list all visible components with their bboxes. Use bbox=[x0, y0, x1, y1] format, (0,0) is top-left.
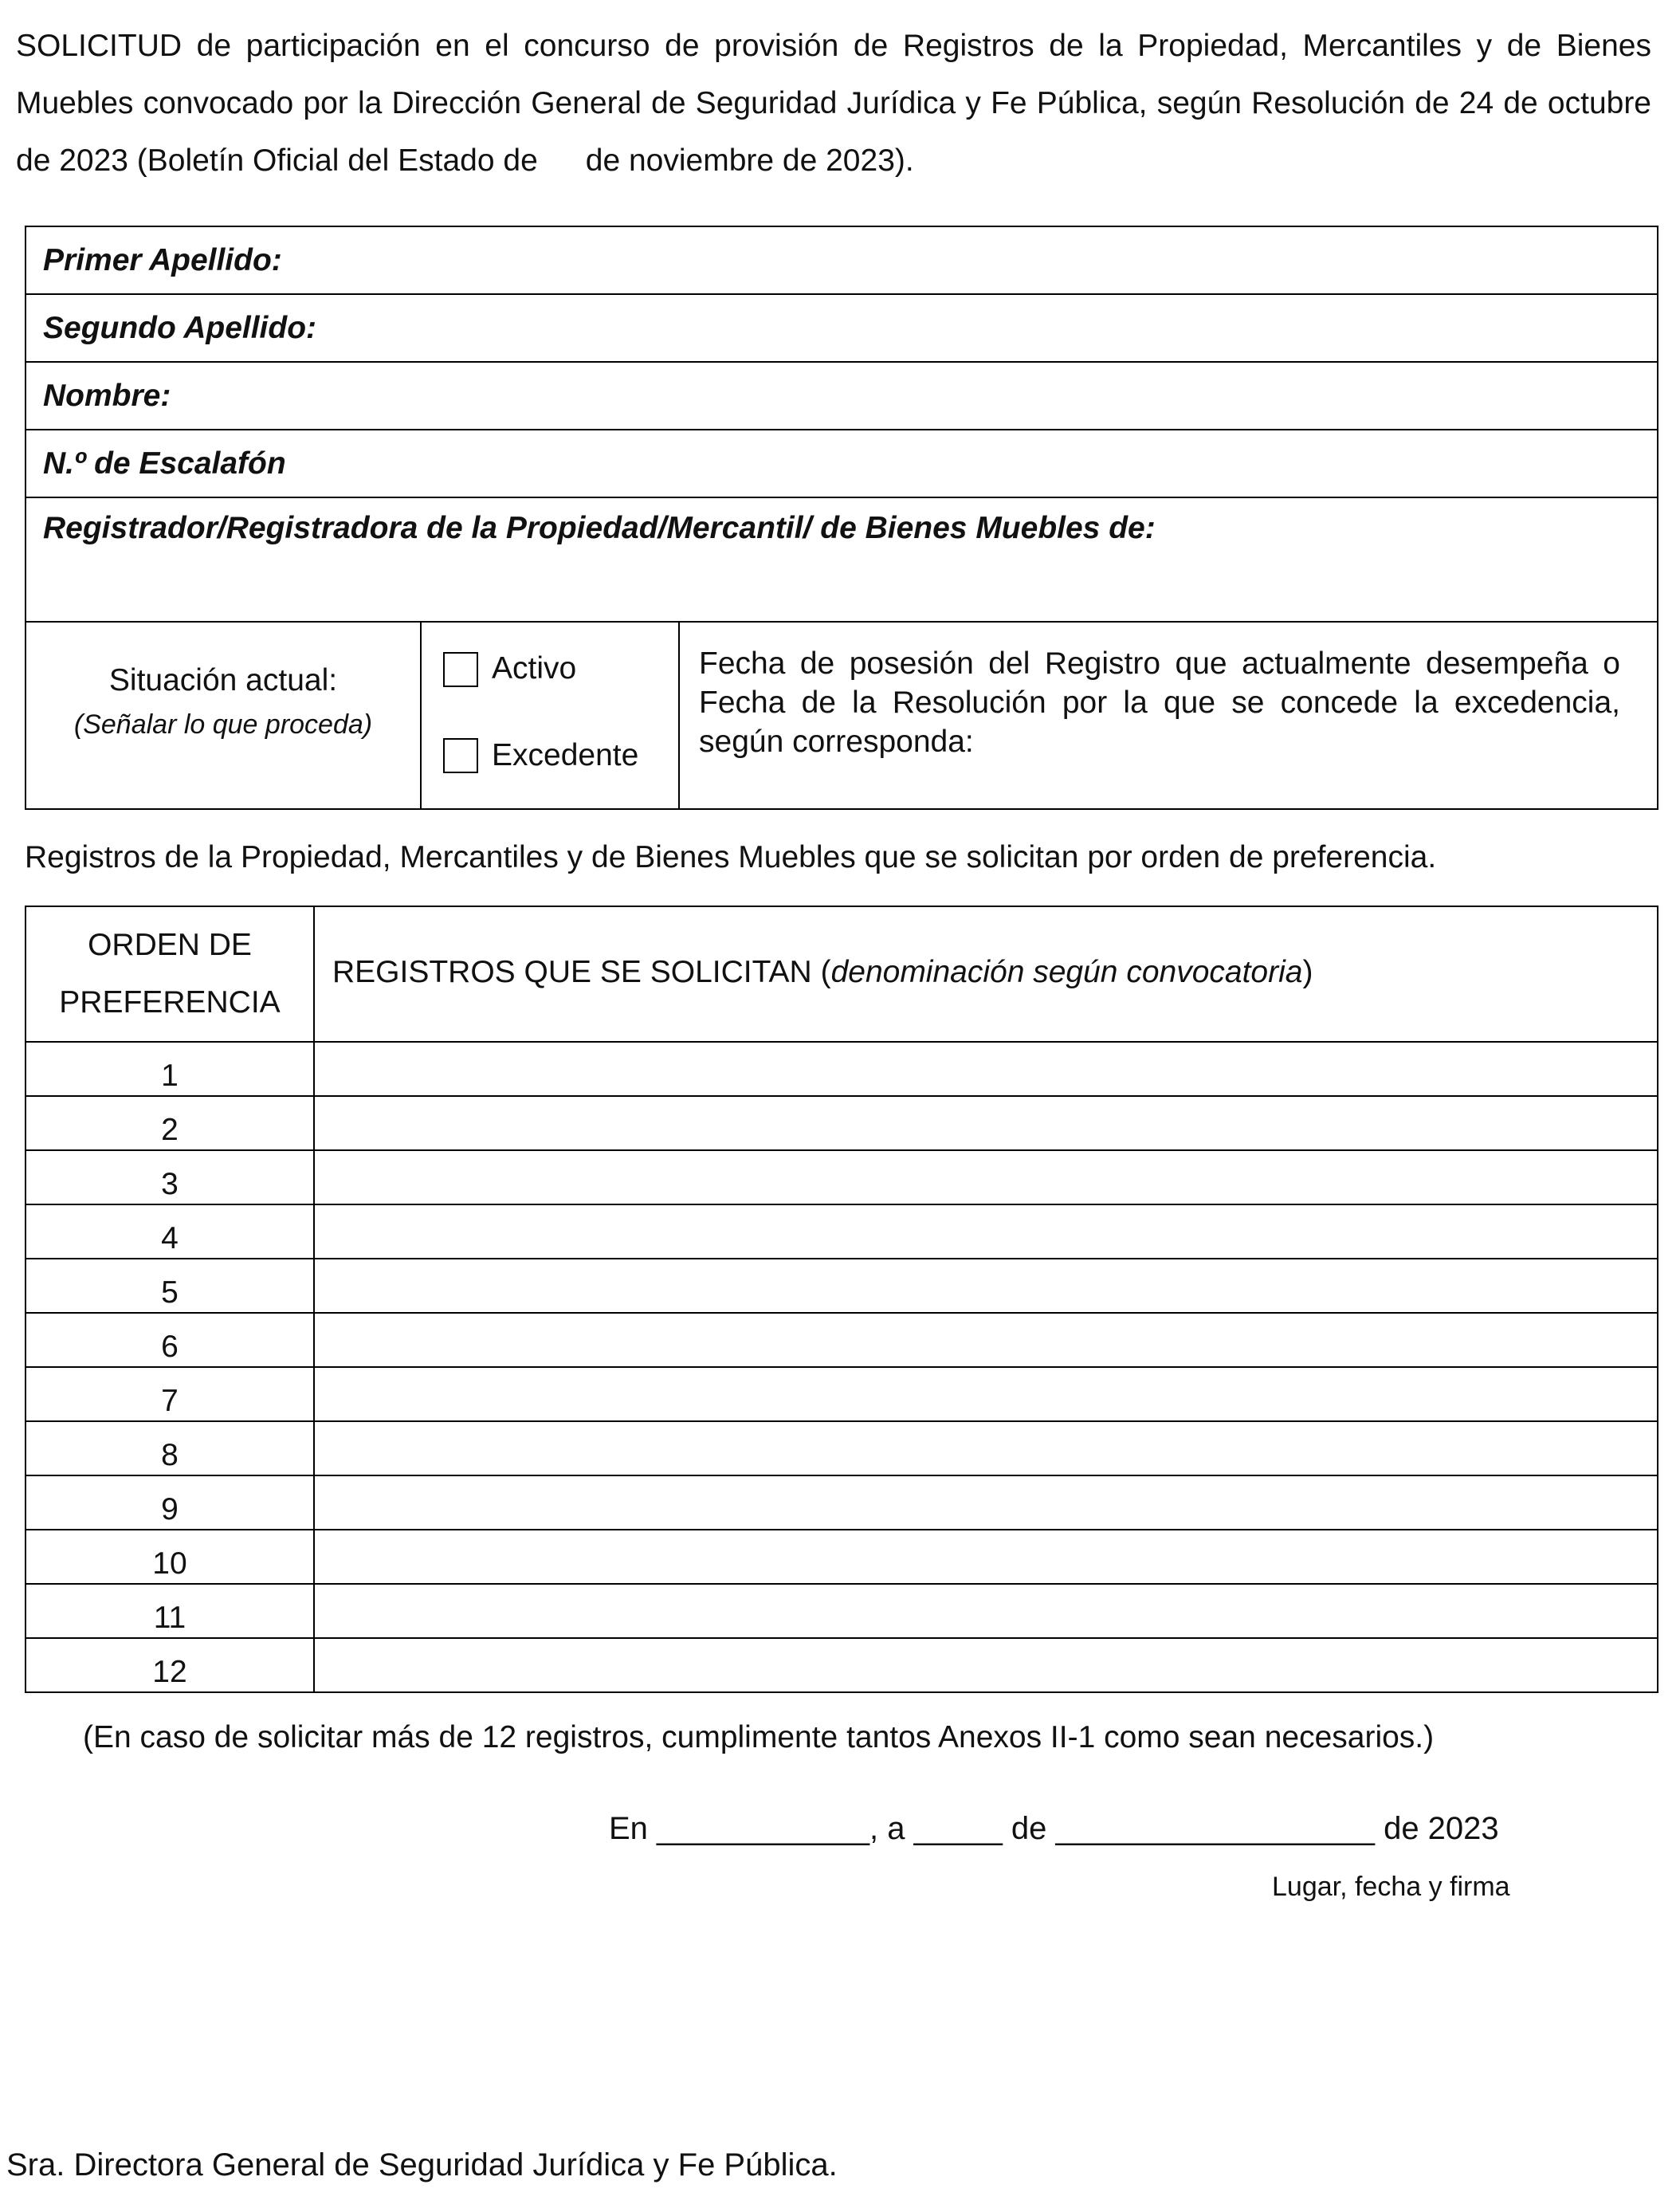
order-header-line2: PREFERENCIA bbox=[59, 985, 281, 1020]
preference-number: 12 bbox=[26, 1638, 314, 1692]
registro-input[interactable] bbox=[314, 1042, 1658, 1096]
preference-row bbox=[26, 1042, 1658, 1096]
registro-input[interactable] bbox=[314, 1367, 1658, 1421]
name-field[interactable]: Nombre: bbox=[26, 362, 1658, 430]
preference-number: 2 bbox=[26, 1096, 314, 1150]
preference-number: 7 bbox=[26, 1367, 314, 1421]
situation-options-cell bbox=[422, 622, 680, 808]
preference-number: 11 bbox=[26, 1584, 314, 1638]
situation-label-cell bbox=[26, 622, 422, 808]
preference-number: 1 bbox=[26, 1042, 314, 1096]
preferences-header-row bbox=[26, 906, 1658, 1042]
preference-row bbox=[26, 1638, 1658, 1692]
registro-input[interactable] bbox=[314, 1313, 1658, 1367]
registros-header-text: REGISTROS QUE SE SOLICITAN bbox=[332, 955, 821, 989]
preference-row bbox=[26, 1530, 1658, 1584]
registro-input[interactable] bbox=[314, 1259, 1658, 1313]
preferences-title: Registros de la Propiedad, Mercantiles y de Bienes Muebles que se solicitan por orden de preferencia. bbox=[25, 840, 1437, 874]
order-header-line1: ORDEN DE bbox=[88, 928, 252, 962]
personal-data-table bbox=[25, 226, 1658, 623]
order-column-header bbox=[26, 906, 314, 1042]
preferences-table bbox=[25, 906, 1658, 1693]
registro-input[interactable] bbox=[314, 1096, 1658, 1150]
active-label: Activo bbox=[492, 651, 577, 686]
excedente-label: Excedente bbox=[492, 738, 639, 772]
registros-header-note: denominación según convocatoria bbox=[830, 955, 1303, 989]
intro-paragraph bbox=[16, 18, 1651, 190]
preference-number: 8 bbox=[26, 1421, 314, 1475]
preference-row bbox=[26, 1150, 1658, 1204]
active-checkbox[interactable] bbox=[443, 652, 478, 687]
first-surname-field[interactable]: Primer Apellido: bbox=[26, 226, 1658, 294]
registro-input[interactable] bbox=[314, 1530, 1658, 1584]
extra-annex-note: (En caso de solicitar más de 12 registros, cumplimente tantos Anexos II-1 como sean necesarios.) bbox=[83, 1720, 1435, 1754]
situation-label: Situación actual: bbox=[108, 663, 338, 697]
preference-row bbox=[26, 1096, 1658, 1150]
preference-row bbox=[26, 1204, 1658, 1259]
preference-number: 4 bbox=[26, 1204, 314, 1259]
registros-column-header: REGISTROS QUE SE SOLICITAN (denominación según convocatoria) bbox=[314, 906, 1658, 1042]
preference-number: 9 bbox=[26, 1475, 314, 1530]
excedente-checkbox[interactable] bbox=[443, 738, 478, 773]
preference-number: 6 bbox=[26, 1313, 314, 1367]
registrar-field[interactable]: Registrador/Registradora de la Propiedad/Mercantil/ de Bienes Muebles de: bbox=[26, 497, 1658, 622]
preference-row bbox=[26, 1313, 1658, 1367]
preference-row bbox=[26, 1421, 1658, 1475]
registro-input[interactable] bbox=[314, 1150, 1658, 1204]
escalafon-field[interactable]: N.º de Escalafón bbox=[26, 430, 1658, 497]
situation-row bbox=[25, 622, 1658, 810]
preference-row bbox=[26, 1584, 1658, 1638]
intro-text-part1: SOLICITUD de participación en el concurso de provisión de Registros de la Propiedad, Mercantiles y de Bienes Muebles convocado por la Dirección General de Seguridad Jurídica y Fe Pública, según Resolución de 24 de octubre de 2023 (Boletín Oficial del Estado de bbox=[16, 29, 1651, 178]
date-field[interactable]: Fecha de posesión del Registro que actualmente desempeña o Fecha de la Resolución por la que se concede la excedencia, según corresponda: bbox=[699, 646, 1620, 759]
preference-number: 5 bbox=[26, 1259, 314, 1313]
registro-input[interactable] bbox=[314, 1475, 1658, 1530]
preference-row bbox=[26, 1475, 1658, 1530]
preference-row bbox=[26, 1259, 1658, 1313]
registro-input[interactable] bbox=[314, 1421, 1658, 1475]
preference-number: 3 bbox=[26, 1150, 314, 1204]
registro-input[interactable] bbox=[314, 1584, 1658, 1638]
addressee: Sra. Directora General de Seguridad Jurídica y Fe Pública. bbox=[6, 2147, 838, 2182]
situation-hint: (Señalar lo que proceda) bbox=[73, 709, 373, 740]
signature-line[interactable]: En ____________, a _____ de __________________ de 2023 bbox=[609, 1811, 1499, 1846]
registro-input[interactable] bbox=[314, 1204, 1658, 1259]
intro-text-part2: de noviembre de 2023). bbox=[585, 143, 914, 178]
preference-row bbox=[26, 1367, 1658, 1421]
preference-number: 10 bbox=[26, 1530, 314, 1584]
registro-input[interactable] bbox=[314, 1638, 1658, 1692]
second-surname-field[interactable]: Segundo Apellido: bbox=[26, 294, 1658, 362]
signature-caption: Lugar, fecha y firma bbox=[1272, 1872, 1510, 1902]
